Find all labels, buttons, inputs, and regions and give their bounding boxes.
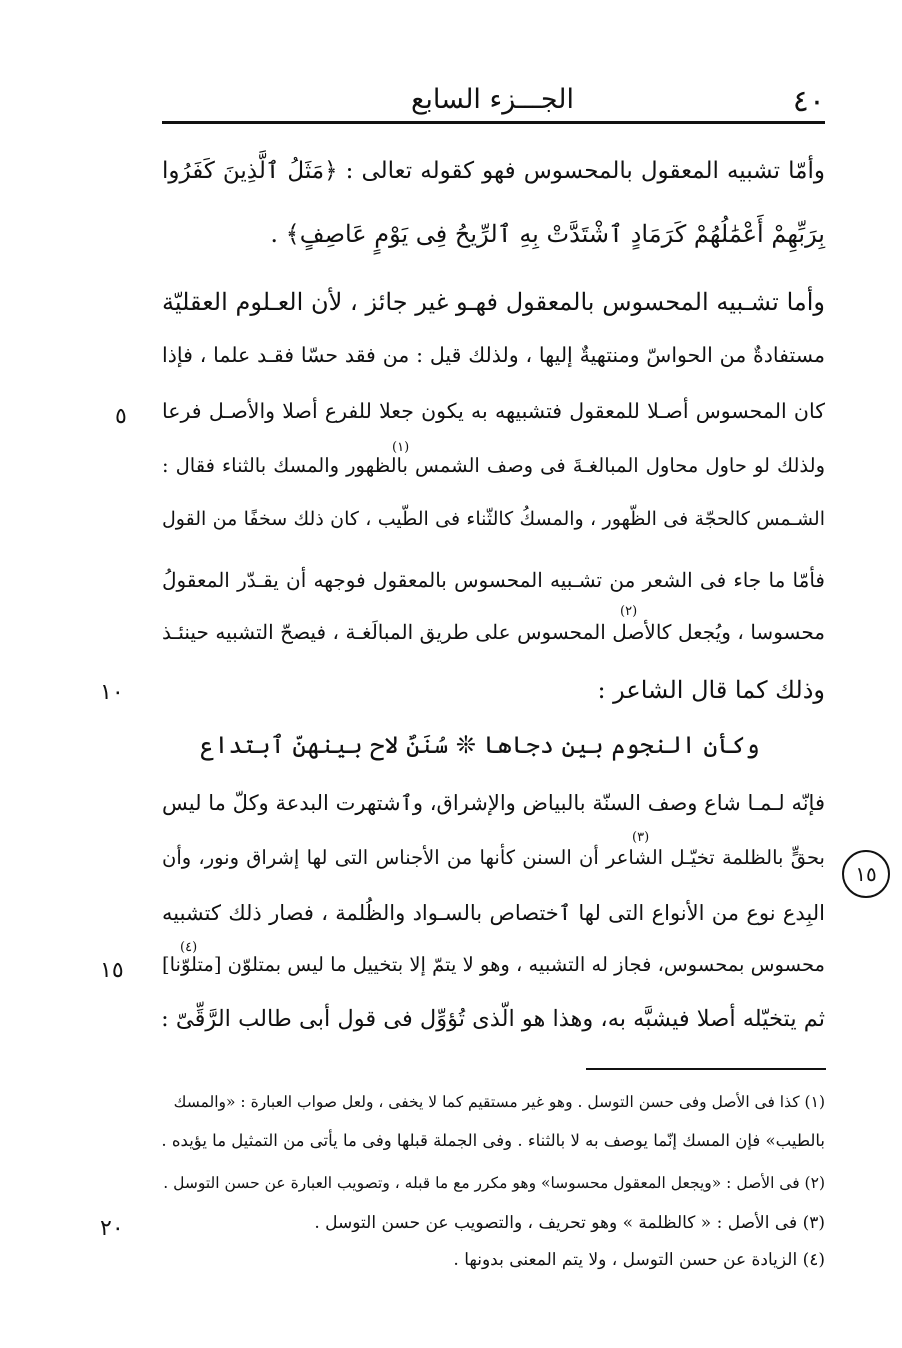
footnote-rule — [586, 1068, 826, 1070]
poem-verse: وكأن النجوم بين دجاها ❊ سُنَنٌ لاح بينهنّ ٱبتداع — [200, 731, 760, 759]
body-line: كان المحسوس أصـلا للمعقول فتشبيهه به يكون جعلا للفرع أصلا والأصـل فرعا — [162, 399, 825, 423]
footnote-line: (٤) الزيادة عن حسن التوسل ، ولا يتم المعنى بدونها . — [453, 1250, 825, 1270]
body-line: البِدع نوع من الأنواع التى لها ٱختصاص بالسـواد والظُلمة ، فصار ذلك كتشبيه — [162, 901, 825, 925]
section-marker-number: ١٥ — [855, 862, 877, 886]
footnote-mark: (٤) — [180, 940, 198, 955]
footnote-line: بالطيب» فإن المسك إنّما يوصف به لا بالثناء . وفى الجملة قبلها وفى ما يأتى من التمثيل ما يؤيده . — [161, 1131, 825, 1150]
body-line: وذلك كما قال الشاعر : — [597, 676, 825, 704]
footnote-line: (٣) فى الأصل : « كالظلمة » وهو تحريف ، والتصويب عن حسن التوسل . — [314, 1213, 825, 1233]
body-line: فأمّا ما جاء فى الشعر من تشـبيه المحسوس بالمعقول فوجهه أن يقـدّر المعقولُ — [162, 568, 825, 592]
section-marker — [842, 850, 890, 898]
page-number: ٤٠ — [792, 84, 825, 119]
footnote-mark: (٣) — [632, 830, 650, 845]
footnote-line: (٢) فى الأصل : «ويجعل المعقول محسوسا» وهو مكرر مع ما قبله ، وتصويب العبارة عن حسن التوسل . — [163, 1174, 825, 1192]
footnote-mark: (١) — [392, 440, 410, 455]
line-number: ١٠ — [100, 680, 124, 705]
running-title: الجـــزء السابع — [411, 84, 574, 115]
body-line: بِرَبِّهِمْ أَعْمَٰلُهُمْ كَرَمَادٍ ٱشْتَدَّتْ بِهِ ٱلرِّيحُ فِى يَوْمٍ عَاصِفٍ﴾ . — [270, 220, 825, 248]
footnote-line: (١) كذا فى الأصل وفى حسن التوسل . وهو غير مستقيم كما لا يخفى ، ولعل صواب العبارة : «والمسك — [173, 1093, 825, 1111]
line-number: ١٥ — [100, 958, 124, 983]
body-line: وأمّا تشبيه المعقول بالمحسوس فهو كقوله تعالى : ﴿مَثَلُ ٱلَّذِينَ كَفَرُوا — [162, 158, 825, 184]
body-line: وأما تشـبيه المحسوس بالمعقول فهـو غير جائز ، لأن العـلوم العقليّة — [162, 288, 825, 316]
body-line: ولذلك لو حاول محاول المبالغـةَ فى وصف الشمس بالظهور والمسك بالثناء فقال : — [162, 454, 825, 477]
footnote-mark: (٢) — [620, 604, 638, 619]
body-line: محسوس بمحسوس، فجاز له التشبيه ، وهو لا يتمّ إلا بتخييل ما ليس بمتلوّن [متلوّنا] — [162, 953, 825, 976]
body-line: مستفادةٌ من الحواسّ ومنتهيةٌ إليها ، ولذلك قيل : من فقد حسّا فقـد علما ، فإذا — [162, 343, 825, 367]
body-line: فإنّه لـمـا شاع وصف السنّة بالبياض والإشراق، وٱشتهرت البدعة وكلّ ما ليس — [162, 791, 825, 815]
body-line: ثم يتخيّله أصلا فيشبَّه به، وهذا هو الّذى تُؤوِّل فى قول أبى طالب الرَّقِّىّ : — [161, 1006, 825, 1032]
body-line: محسوسا ، ويُجعل كالأصل المحسوس على طريق المبالَغـة ، فيصحّ التشبيه حينئـذ — [162, 620, 825, 644]
page-header — [160, 80, 825, 120]
header-rule — [162, 121, 825, 124]
line-number: ٢٠ — [100, 1216, 124, 1241]
body-line: الشـمس كالحجّة فى الظّهور ، والمسكُ كالثّناء فى الطّيب ، كان ذلك سخفًا من القول — [162, 508, 825, 530]
line-number: ٥ — [115, 404, 127, 429]
body-line: بحقٍّ بالظلمة تخيّـل الشاعر أن السنن كأنها من الأجناس التى لها إشراق ونور، وأن — [162, 846, 825, 869]
